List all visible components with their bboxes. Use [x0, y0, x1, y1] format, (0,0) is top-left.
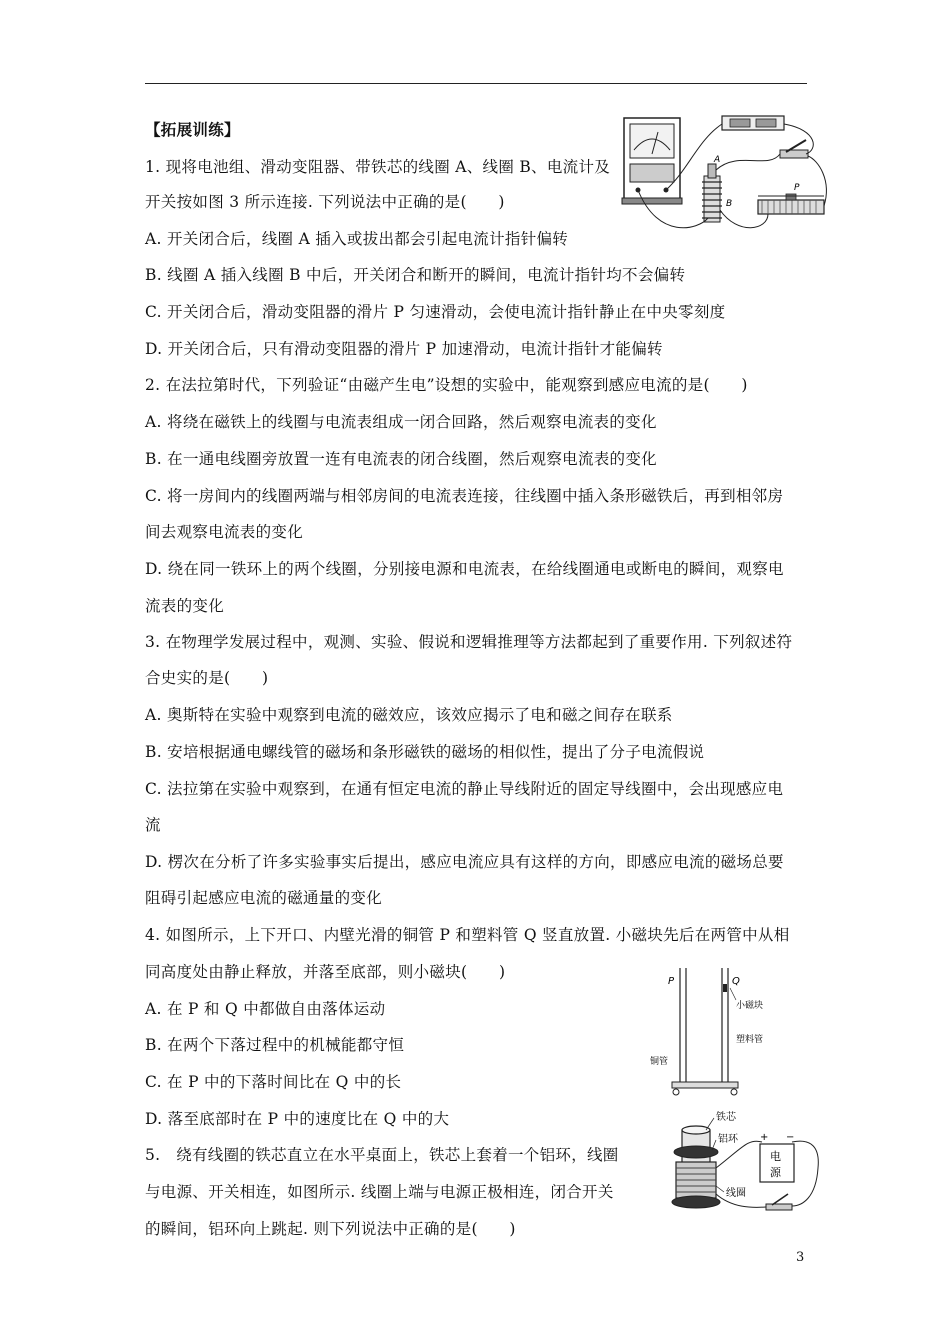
label-ring: 铝环: [718, 1134, 738, 1145]
switch-icon: [780, 140, 808, 158]
q3-option-d-line-1: D. 楞次在分析了许多实验事实后提出，感应电流应具有这样的方向，即感应电流的磁场总要: [145, 853, 784, 871]
label-power-1: 电: [770, 1150, 781, 1163]
battery-icon: [722, 116, 784, 130]
q4-option-b: B. 在两个下落过程中的机械能都守恒: [145, 1036, 405, 1054]
galvanometer-icon: [622, 118, 682, 204]
q4-tubes-figure: [650, 962, 800, 1102]
coil-winding-icon: [672, 1162, 720, 1208]
header-rule: [145, 83, 807, 84]
q1-circuit-figure: [618, 110, 833, 245]
q5-stem-line-2: 与电源、开关相连，如图所示. 线圈上端与电源正极相连，闭合开关: [145, 1183, 614, 1201]
magnet-icon: [723, 984, 727, 992]
q1-option-c: C. 开关闭合后，滑动变阻器的滑片 P 匀速滑动，会使电流计指针静止在中央零刻度: [145, 303, 726, 321]
q4-option-a: A. 在 P 和 Q 中都做自由落体运动: [145, 1000, 386, 1018]
label-magnet: 小磁块: [736, 1001, 764, 1011]
q1-stem-line-2: 开关按如图 3 所示连接. 下列说法中正确的是( ): [145, 193, 505, 211]
q2-stem: 2. 在法拉第时代，下列验证“由磁产生电”设想的实验中，能观察到感应电流的是( ): [145, 376, 748, 394]
aluminum-ring-icon: [674, 1146, 718, 1158]
q4-option-d: D. 落至底部时在 P 中的速度比在 Q 中的大: [145, 1110, 450, 1128]
label-power-2: 源: [770, 1166, 781, 1179]
label-tube-q: Q: [732, 976, 740, 987]
rheostat-icon: [758, 194, 824, 214]
q5-stem-line-3: 的瞬间，铝环向上跳起. 则下列说法中正确的是( ): [145, 1220, 516, 1238]
label-minus: −: [786, 1132, 795, 1143]
coil-icon: [702, 164, 722, 222]
q2-option-d-line-1: D. 绕在同一铁环上的两个线圈，分别接电源和电流表，在给线圈通电或断电的瞬间，观察电: [145, 560, 784, 578]
q1-option-d: D. 开关闭合后，只有滑动变阻器的滑片 P 加速滑动，电流计指针才能偏转: [145, 340, 663, 358]
q3-option-c-line-2: 流: [145, 816, 161, 834]
q5-coil-figure: [662, 1108, 830, 1218]
q3-stem-line-1: 3. 在物理学发展过程中，观测、实验、假说和逻辑推理等方法都起到了重要作用. 下列叙述符: [145, 633, 793, 651]
q2-option-b: B. 在一通电线圈旁放置一连有电流表的闭合线圈，然后观察电流表的变化: [145, 450, 657, 468]
q3-stem-line-2: 合史实的是( ): [145, 669, 269, 687]
label-plus: +: [760, 1132, 769, 1143]
q5-stem-line-1: 5. 绕有线圈的铁芯直立在水平桌面上，铁芯上套着一个铝环，线圈: [145, 1146, 619, 1164]
q4-option-c: C. 在 P 中的下落时间比在 Q 中的长: [145, 1073, 402, 1091]
q2-option-a: A. 将绕在磁铁上的线圈与电流表组成一闭合回路，然后观察电流表的变化: [145, 413, 657, 431]
label-coil: 线圈: [726, 1188, 746, 1199]
q4-stem-line-1: 4. 如图所示，上下开口、内壁光滑的铜管 P 和塑料管 Q 竖直放置. 小磁块先后在两管中从相: [145, 926, 790, 944]
label-plastic: 塑料管: [736, 1035, 764, 1045]
q5-switch-icon: [766, 1194, 792, 1210]
label-a: A: [714, 155, 721, 165]
label-b: B: [726, 199, 733, 209]
q3-option-d-line-2: 阻碍引起感应电流的磁通量的变化: [145, 889, 383, 907]
q1-stem-line-1: 1. 现将电池组、滑动变阻器、带铁芯的线圈 A、线圈 B、电流计及: [145, 158, 611, 176]
page-number: 3: [796, 1250, 805, 1265]
q3-option-b: B. 安培根据通电螺线管的磁场和条形磁铁的磁场的相似性，提出了分子电流假说: [145, 743, 705, 761]
q1-option-b: B. 线圈 A 插入线圈 B 中后，开关闭合和断开的瞬间，电流计指针均不会偏转: [145, 266, 686, 284]
label-core: 铁芯: [716, 1112, 736, 1123]
q2-option-c-line-1: C. 将一房间内的线圈两端与相邻房间的电流表连接，往线圈中插入条形磁铁后，再到相邻房: [145, 487, 784, 505]
section-heading: 【拓展训练】: [145, 120, 240, 139]
label-p: P: [794, 183, 800, 193]
q1-option-a: A. 开关闭合后，线圈 A 插入或拔出都会引起电流计指针偏转: [145, 230, 569, 248]
label-copper: 铜管: [650, 1057, 669, 1067]
q2-option-d-line-2: 流表的变化: [145, 597, 225, 615]
q4-stem-line-2: 同高度处由静止释放，并落至底部，则小磁块( ): [145, 963, 506, 981]
q3-option-a: A. 奥斯特在实验中观察到电流的磁效应，该效应揭示了电和磁之间存在联系: [145, 706, 673, 724]
q3-option-c-line-1: C. 法拉第在实验中观察到，在通有恒定电流的静止导线附近的固定导线圈中，会出现感应电: [145, 780, 784, 798]
label-tube-p: P: [668, 976, 675, 987]
q2-option-c-line-2: 间去观察电流表的变化: [145, 523, 304, 541]
